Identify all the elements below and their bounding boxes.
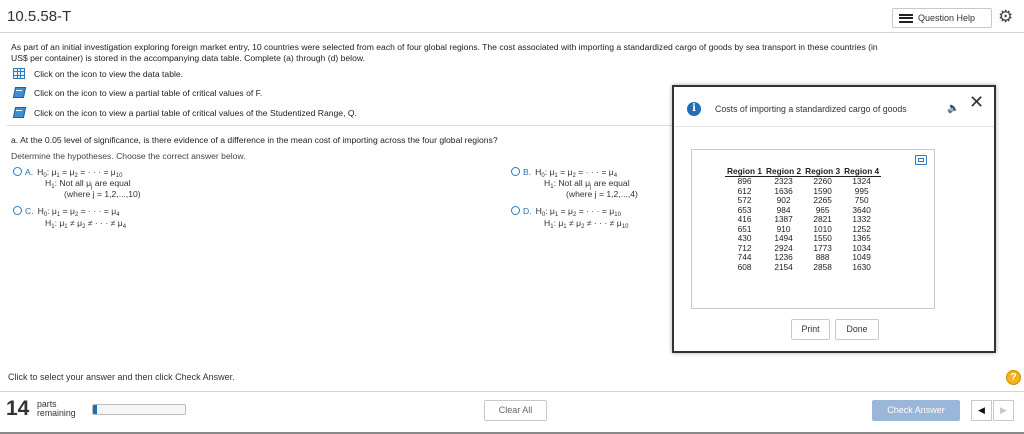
- table-cell: 965: [815, 204, 830, 215]
- data-table-link[interactable]: [13, 68, 183, 79]
- help-icon[interactable]: ?: [1006, 370, 1021, 385]
- table-cell: 1636: [774, 185, 793, 196]
- option-d-label: D.: [523, 206, 532, 216]
- option-a-note: (where j = 1,2,...,10): [64, 189, 141, 199]
- modal-header: [674, 87, 994, 127]
- intro-text-line1: As part of an initial investigation exploring foreign market entry, 10 countries were selected from each of four global regions. The cost associated with importing a standardized cargo of goods by sea transport in these countries (in: [11, 42, 878, 52]
- close-icon[interactable]: ✕: [969, 92, 985, 112]
- list-icon: [899, 14, 913, 23]
- bottom-hint-text: Click to select your answer and then click Check Answer.: [8, 372, 235, 382]
- table-cell: 1332: [852, 214, 871, 224]
- table-cell: 2924: [774, 242, 793, 253]
- option-d-h1: $H_1$: $\mu_1 \ne \mu_2$ ≠ · · · ≠ $\mu_{10}$: [544, 218, 629, 230]
- table-cell: 1387: [774, 214, 793, 224]
- table-header-row: [725, 166, 881, 177]
- table-cell: 2858: [813, 261, 832, 272]
- table-cell: 572: [737, 195, 752, 205]
- option-a-h1: $H_1$: Not all $\mu_j$ are equal: [45, 178, 131, 190]
- data-table-modal: [672, 85, 996, 353]
- table-cell: 888: [815, 252, 830, 262]
- next-button[interactable]: ▶: [993, 400, 1014, 421]
- table-cell: 608: [737, 261, 752, 272]
- table-cell: 2821: [813, 214, 832, 224]
- book-icon[interactable]: [13, 107, 26, 118]
- check-answer-button[interactable]: Check Answer: [872, 400, 960, 421]
- table-cell: 2265: [813, 195, 832, 205]
- info-icon: i: [687, 102, 701, 116]
- option-a-label: A.: [25, 167, 34, 177]
- footer-divider: [0, 391, 1024, 392]
- table-cell: 1049: [852, 252, 871, 262]
- table-cell: 1034: [852, 242, 871, 253]
- data-table-icon[interactable]: [13, 68, 25, 79]
- table-cell: 430: [737, 233, 752, 243]
- table-cell: 1590: [813, 185, 832, 196]
- table-cell: 1236: [774, 252, 793, 262]
- clear-all-button[interactable]: Clear All: [484, 400, 547, 421]
- progress-fill: [93, 405, 97, 414]
- table-cell: 896: [737, 176, 752, 186]
- data-table: [725, 166, 881, 272]
- f-table-link[interactable]: [13, 87, 262, 98]
- table-cell: 1550: [813, 233, 832, 243]
- option-b-note: (where j = 1,2,...,4): [566, 189, 638, 199]
- previous-button[interactable]: ◀: [971, 400, 992, 421]
- table-row: [725, 177, 881, 187]
- gear-icon[interactable]: ⚙: [998, 7, 1014, 26]
- table-cell: 651: [737, 223, 752, 234]
- question-id-title: 10.5.58-T: [7, 8, 72, 25]
- option-c[interactable]: C. $H_0$: $\mu_1 = \mu_2$ = · · · = $\mu_4$: [13, 206, 120, 221]
- table-cell: 2323: [774, 176, 793, 186]
- modal-title: Costs of importing a standardized cargo of goods: [715, 104, 907, 114]
- table-cell: 750: [854, 195, 869, 205]
- option-d[interactable]: D. $H_0$: $\mu_1 = \mu_2$ = · · · = $\mu_{10}$: [511, 206, 621, 221]
- column-header: Region 4: [844, 166, 880, 176]
- table-cell: 910: [776, 223, 791, 234]
- table-cell: 902: [776, 195, 791, 205]
- intro-text-line2: US$ per container) is stored in the accompanying data table. Complete (a) through (d) below.: [11, 53, 365, 63]
- option-c-h1: $H_1$: $\mu_1 \ne \mu_2$ ≠ · · · ≠ $\mu_4$: [45, 218, 127, 230]
- table-cell: 653: [737, 204, 752, 215]
- radio-option-c[interactable]: [13, 206, 22, 215]
- option-c-label: C.: [25, 206, 34, 216]
- table-cell: 1365: [852, 233, 871, 243]
- progress-bar: [92, 404, 186, 415]
- table-cell: 712: [737, 242, 752, 253]
- done-button[interactable]: Done: [835, 319, 879, 340]
- option-b-h1: $H_1$: Not all $\mu_j$ are equal: [544, 178, 630, 190]
- top-bar: [0, 0, 1024, 33]
- book-icon[interactable]: [13, 87, 26, 98]
- radio-option-d[interactable]: [511, 206, 520, 215]
- table-cell: 1324: [852, 176, 871, 186]
- table-row: [725, 263, 881, 273]
- parts-remaining-count: 14: [6, 397, 30, 420]
- table-cell: 1630: [852, 261, 871, 272]
- speaker-icon[interactable]: 🔈: [947, 103, 960, 114]
- part-a-question: a. At the 0.05 level of significance, is there evidence of a difference in the mean cost of importing across the four global regions?: [11, 135, 498, 145]
- data-table-link-text: Click on the icon to view the data table.: [34, 68, 184, 79]
- radio-option-a[interactable]: [13, 167, 22, 176]
- f-table-link-text: Click on the icon to view a partial table of critical values of F.: [34, 87, 263, 98]
- table-cell: 1010: [813, 223, 832, 234]
- option-b-label: B.: [523, 167, 532, 177]
- print-button[interactable]: Print: [791, 319, 830, 340]
- option-a[interactable]: A. $H_0$: $\mu_1 = \mu_2$ = · · · = $\mu_{10}$: [13, 167, 122, 182]
- parts-remaining-label: parts remaining: [37, 399, 76, 418]
- column-header: Region 2: [766, 166, 802, 176]
- option-b[interactable]: B. $H_0$: $\mu_1 = \mu_2$ = · · · = $\mu_4$: [511, 167, 617, 182]
- table-cell: 984: [776, 204, 791, 215]
- q-table-link[interactable]: [13, 107, 357, 118]
- table-cell: 2260: [813, 176, 832, 186]
- table-cell: 744: [737, 252, 752, 262]
- table-cell: 995: [854, 185, 869, 196]
- column-header: Region 1: [727, 166, 763, 176]
- table-cell: 3640: [852, 204, 871, 215]
- question-help-button[interactable]: [892, 8, 992, 28]
- table-cell: 1773: [813, 242, 832, 253]
- instruction-text: Determine the hypotheses. Choose the correct answer below.: [11, 151, 246, 161]
- table-cell: 2154: [774, 261, 793, 272]
- table-cell: 612: [737, 185, 752, 196]
- column-header: Region 3: [805, 166, 841, 176]
- radio-option-b[interactable]: [511, 167, 520, 176]
- data-table-container: [691, 149, 935, 309]
- table-cell: 1252: [852, 223, 871, 234]
- table-cell: 416: [737, 214, 752, 224]
- question-help-label: Question Help: [918, 13, 976, 23]
- q-table-link-text: Click on the icon to view a partial table of critical values of the Studentized Range, Q.: [34, 107, 357, 118]
- divider: [7, 125, 672, 126]
- table-cell: 1494: [774, 233, 793, 243]
- copy-icon[interactable]: [915, 155, 927, 165]
